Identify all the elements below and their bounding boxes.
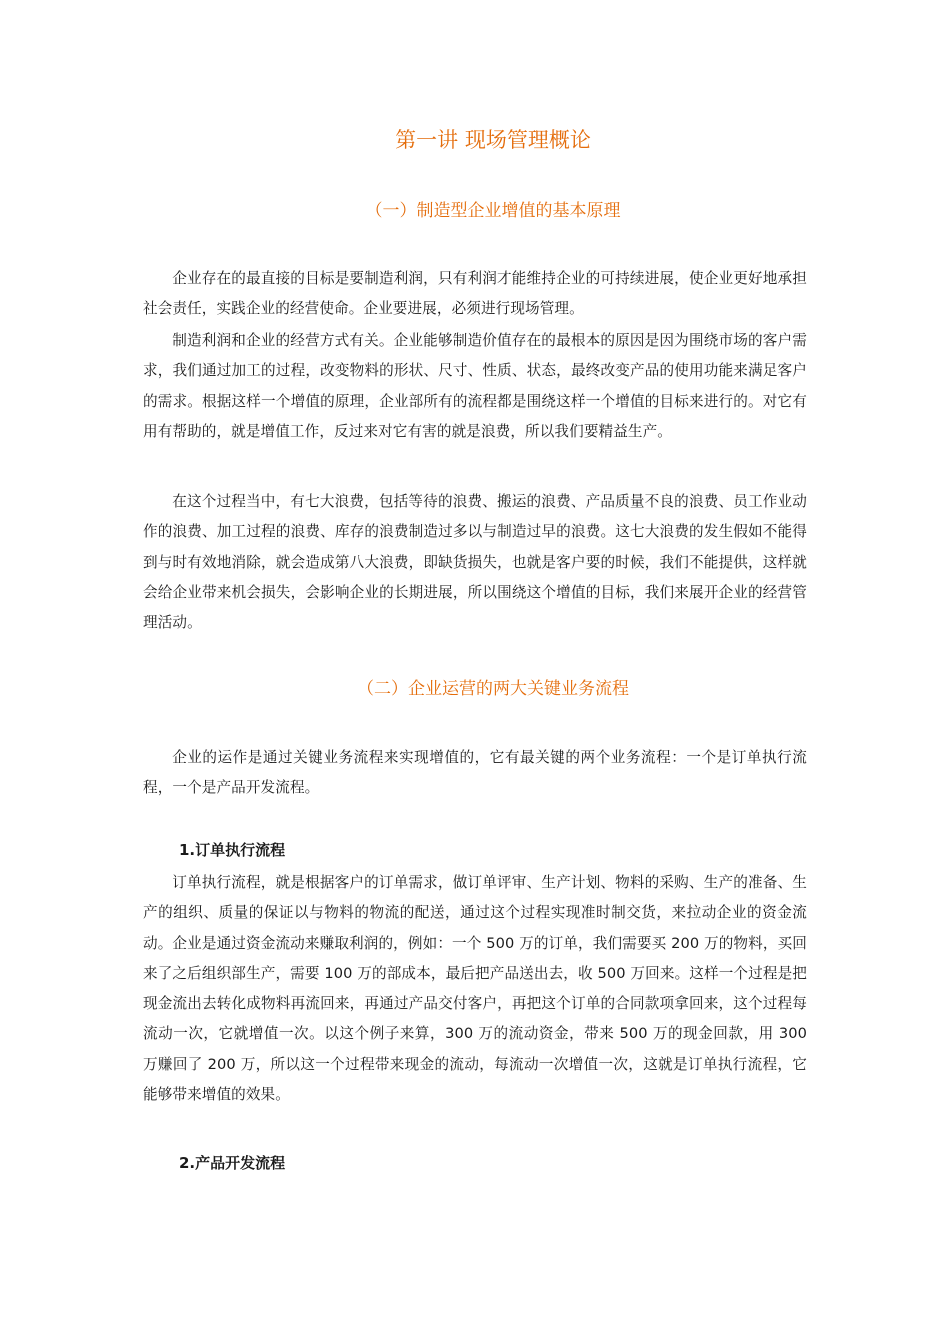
page-title: 第一讲 现场管理概论: [395, 128, 591, 152]
section1-paragraph-2: 制造利润和企业的经营方式有关。企业能够制造价值存在的最根本的原因是因为围绕市场的客户需求，我们通过加工的过程，改变物料的形状、尺寸、性质、状态，最终改变产品的使用功能来满足客户的需求。根据这样一个增值的原理，企业部所有的流程都是围绕这样一个增值的目标来进行的。对它有用有帮助的，就是增值工作，反过来对它有害的就是浪费，所以我们要精益生产。: [143, 332, 807, 440]
subsection-order-heading: 1.订单执行流程: [179, 841, 286, 859]
section1-paragraph-1: 企业存在的最直接的目标是要制造利润，只有利润才能维持企业的可持续进展，使企业更好地承担社会责任，实践企业的经营使命。企业要进展，必须进行现场管理。: [143, 270, 807, 318]
subsection-product-heading: 2.产品开发流程: [179, 1154, 286, 1172]
subsection-order-text: 订单执行流程，就是根据客户的订单需求，做订单评审、生产计划、物料的采购、生产的准备、生产的组织、质量的保证以与物料的物流的配送，通过这个过程实现准时制交货，来拉动企业的资金流动。企业是通过资金流动来赚取利润的，例如：一个 500 万的订单，我们需要买 200 万的物料，买回来了之后组织部生产，需要 100 万的部成本，最后把产品送出去，收 500 万回来。这样一个过程是把现金流出去转化成物料再流回来，再通过产品交付客户，再把这个订单的合同款项拿回来，这个过程每流动一次，它就增值一次。以这个例子来算，300 万的流动资金，带来 500 万的现金回款，用 300 万赚回了 200 万，所以这一个过程带来现金的流动，每流动一次增值一次，这就是订单执行流程，它能够带来增值的效果。: [143, 874, 807, 1104]
section1-paragraph-3: 在这个过程当中，有七大浪费，包括等待的浪费、搬运的浪费、产品质量不良的浪费、员工作业动作的浪费、加工过程的浪费、库存的浪费制造过多以与制造过早的浪费。这七大浪费的发生假如不能得到与时有效地消除，就会造成第八大浪费，即缺货损失，也就是客户要的时候，我们不能提供，这样就会给企业带来机会损失，会影响企业的长期进展，所以围绕这个增值的目标，我们来展开企业的经营管理活动。: [143, 493, 807, 632]
section2-heading: （二）企业运营的两大关键业务流程: [357, 679, 629, 699]
section2-intro: 企业的运作是通过关键业务流程来实现增值的，它有最关键的两个业务流程：一个是订单执行流程，一个是产品开发流程。: [143, 749, 807, 797]
section1-heading: （一）制造型企业增值的基本原理: [365, 201, 621, 221]
